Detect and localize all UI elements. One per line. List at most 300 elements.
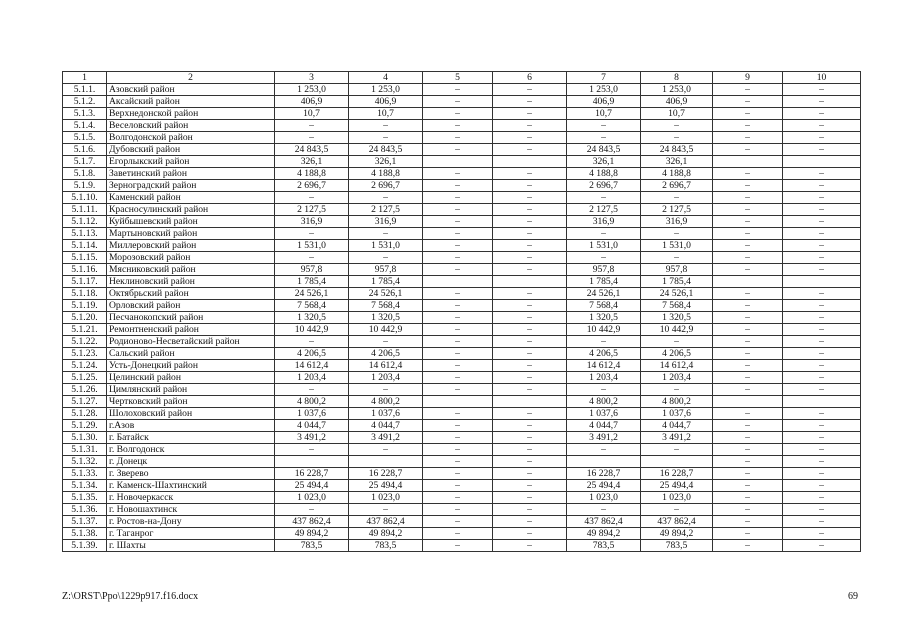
value-cell: 1 023,0 xyxy=(275,492,349,504)
column-header-10: 10 xyxy=(783,72,861,84)
value-cell: 1 785,4 xyxy=(349,276,423,288)
value-cell: 14 612,4 xyxy=(349,360,423,372)
value-cell: – xyxy=(567,120,641,132)
row-number-cell: 5.1.9. xyxy=(63,180,107,192)
value-cell: 1 531,0 xyxy=(275,240,349,252)
table-row xyxy=(63,408,861,420)
value-cell: – xyxy=(567,444,641,456)
value-cell: 10 442,9 xyxy=(349,324,423,336)
table-row xyxy=(63,492,861,504)
value-cell: 16 228,7 xyxy=(275,468,349,480)
row-number-cell: 5.1.31. xyxy=(63,444,107,456)
value-cell: – xyxy=(423,468,493,480)
value-cell: 1 203,4 xyxy=(641,372,713,384)
value-cell: – xyxy=(783,312,861,324)
row-name-cell: г. Новошахтинск xyxy=(107,504,275,516)
table-row xyxy=(63,288,861,300)
row-number-cell: 5.1.27. xyxy=(63,396,107,408)
value-cell: – xyxy=(493,360,567,372)
header-row xyxy=(63,72,861,84)
value-cell: – xyxy=(713,288,783,300)
table-row xyxy=(63,216,861,228)
value-cell: – xyxy=(713,228,783,240)
value-cell: – xyxy=(423,384,493,396)
column-header-9: 9 xyxy=(713,72,783,84)
footer-page-number: 69 xyxy=(848,591,858,602)
value-cell: 3 491,2 xyxy=(641,432,713,444)
value-cell: – xyxy=(713,96,783,108)
value-cell: – xyxy=(783,132,861,144)
value-cell: – xyxy=(349,252,423,264)
table-row xyxy=(63,156,861,168)
table-row xyxy=(63,240,861,252)
value-cell: – xyxy=(783,192,861,204)
value-cell: 2 127,5 xyxy=(275,204,349,216)
value-cell: 25 494,4 xyxy=(567,480,641,492)
value-cell: 7 568,4 xyxy=(349,300,423,312)
value-cell: 1 203,4 xyxy=(349,372,423,384)
column-header-8: 8 xyxy=(641,72,713,84)
row-name-cell: Веселовский район xyxy=(107,120,275,132)
row-number-cell: 5.1.14. xyxy=(63,240,107,252)
value-cell: – xyxy=(493,132,567,144)
value-cell: 10,7 xyxy=(567,108,641,120)
value-cell: – xyxy=(493,336,567,348)
value-cell: 24 526,1 xyxy=(641,288,713,300)
row-name-cell: Орловский район xyxy=(107,300,275,312)
row-name-cell: Морозовский район xyxy=(107,252,275,264)
value-cell: – xyxy=(713,516,783,528)
value-cell: 326,1 xyxy=(641,156,713,168)
value-cell: – xyxy=(567,192,641,204)
row-number-cell: 5.1.34. xyxy=(63,480,107,492)
value-cell: 25 494,4 xyxy=(275,480,349,492)
value-cell: 49 894,2 xyxy=(641,528,713,540)
row-number-cell: 5.1.37. xyxy=(63,516,107,528)
value-cell: – xyxy=(783,168,861,180)
value-cell: – xyxy=(423,540,493,552)
column-header-7: 7 xyxy=(567,72,641,84)
row-number-cell: 5.1.32. xyxy=(63,456,107,468)
value-cell: – xyxy=(783,504,861,516)
value-cell: 16 228,7 xyxy=(567,468,641,480)
value-cell: 437 862,4 xyxy=(275,516,349,528)
table-row xyxy=(63,420,861,432)
value-cell: 957,8 xyxy=(275,264,349,276)
table-row xyxy=(63,444,861,456)
value-cell: – xyxy=(493,492,567,504)
value-cell: – xyxy=(349,384,423,396)
value-cell xyxy=(713,396,783,408)
value-cell xyxy=(641,456,713,468)
value-cell: – xyxy=(783,492,861,504)
value-cell: – xyxy=(783,204,861,216)
value-cell: 1 320,5 xyxy=(567,312,641,324)
row-number-cell: 5.1.21. xyxy=(63,324,107,336)
value-cell xyxy=(275,456,349,468)
table-row xyxy=(63,132,861,144)
row-number-cell: 5.1.13. xyxy=(63,228,107,240)
row-name-cell: Шолоховский район xyxy=(107,408,275,420)
value-cell: – xyxy=(275,336,349,348)
value-cell: – xyxy=(783,288,861,300)
table-row xyxy=(63,504,861,516)
value-cell: – xyxy=(423,120,493,132)
value-cell: 437 862,4 xyxy=(349,516,423,528)
value-cell: 406,9 xyxy=(349,96,423,108)
value-cell xyxy=(567,456,641,468)
value-cell: 1 531,0 xyxy=(641,240,713,252)
row-name-cell: г. Ростов-на-Дону xyxy=(107,516,275,528)
table-row xyxy=(63,300,861,312)
value-cell: 326,1 xyxy=(567,156,641,168)
value-cell: 1 203,4 xyxy=(567,372,641,384)
value-cell: 1 785,4 xyxy=(641,276,713,288)
value-cell: – xyxy=(493,348,567,360)
row-name-cell: Усть-Донецкий район xyxy=(107,360,275,372)
table-row xyxy=(63,468,861,480)
value-cell: – xyxy=(493,408,567,420)
row-number-cell: 5.1.1. xyxy=(63,84,107,96)
row-name-cell: Заветинский район xyxy=(107,168,275,180)
value-cell: 316,9 xyxy=(349,216,423,228)
value-cell: 316,9 xyxy=(275,216,349,228)
value-cell: 10,7 xyxy=(641,108,713,120)
value-cell: 1 023,0 xyxy=(567,492,641,504)
value-cell: – xyxy=(713,192,783,204)
value-cell: 4 800,2 xyxy=(349,396,423,408)
value-cell: – xyxy=(423,456,493,468)
value-cell: 14 612,4 xyxy=(641,360,713,372)
value-cell: 25 494,4 xyxy=(641,480,713,492)
value-cell: – xyxy=(493,264,567,276)
value-cell: – xyxy=(349,132,423,144)
value-cell: 10,7 xyxy=(349,108,423,120)
table-row xyxy=(63,192,861,204)
value-cell: 1 320,5 xyxy=(641,312,713,324)
value-cell: – xyxy=(493,444,567,456)
table-row xyxy=(63,324,861,336)
value-cell: 49 894,2 xyxy=(349,528,423,540)
value-cell: – xyxy=(493,456,567,468)
table-row xyxy=(63,372,861,384)
value-cell: 1 531,0 xyxy=(349,240,423,252)
row-number-cell: 5.1.22. xyxy=(63,336,107,348)
value-cell: – xyxy=(349,336,423,348)
value-cell: – xyxy=(275,384,349,396)
value-cell: – xyxy=(423,336,493,348)
value-cell: – xyxy=(493,384,567,396)
table-body xyxy=(63,72,861,552)
value-cell: – xyxy=(713,264,783,276)
value-cell: – xyxy=(783,540,861,552)
row-number-cell: 5.1.36. xyxy=(63,504,107,516)
value-cell: 2 127,5 xyxy=(567,204,641,216)
column-header-3: 3 xyxy=(275,72,349,84)
value-cell: 1 037,6 xyxy=(641,408,713,420)
value-cell: – xyxy=(783,384,861,396)
value-cell: – xyxy=(493,96,567,108)
value-cell xyxy=(783,276,861,288)
value-cell: 1 531,0 xyxy=(567,240,641,252)
table-row xyxy=(63,84,861,96)
value-cell: 7 568,4 xyxy=(641,300,713,312)
row-name-cell: Верхнедонской район xyxy=(107,108,275,120)
value-cell: – xyxy=(493,312,567,324)
table-row xyxy=(63,228,861,240)
value-cell: – xyxy=(493,528,567,540)
value-cell: – xyxy=(493,288,567,300)
value-cell: 1 037,6 xyxy=(567,408,641,420)
value-cell: – xyxy=(783,468,861,480)
row-name-cell: Мясниковский район xyxy=(107,264,275,276)
value-cell: – xyxy=(713,204,783,216)
value-cell: 1 320,5 xyxy=(349,312,423,324)
value-cell: – xyxy=(783,348,861,360)
value-cell: 316,9 xyxy=(641,216,713,228)
value-cell: – xyxy=(423,360,493,372)
value-cell: 1 253,0 xyxy=(349,84,423,96)
row-number-cell: 5.1.4. xyxy=(63,120,107,132)
value-cell: – xyxy=(493,192,567,204)
table-row xyxy=(63,144,861,156)
value-cell: 4 188,8 xyxy=(641,168,713,180)
value-cell: 2 127,5 xyxy=(349,204,423,216)
row-name-cell: г. Донецк xyxy=(107,456,275,468)
row-name-cell: Чертковский район xyxy=(107,396,275,408)
value-cell: – xyxy=(493,300,567,312)
table-row xyxy=(63,480,861,492)
value-cell: 783,5 xyxy=(567,540,641,552)
row-number-cell: 5.1.29. xyxy=(63,420,107,432)
value-cell: – xyxy=(713,492,783,504)
value-cell: 2 127,5 xyxy=(641,204,713,216)
value-cell: – xyxy=(713,324,783,336)
value-cell: – xyxy=(493,108,567,120)
value-cell: – xyxy=(713,348,783,360)
value-cell xyxy=(713,156,783,168)
value-cell: 1 320,5 xyxy=(275,312,349,324)
value-cell: – xyxy=(783,408,861,420)
value-cell: 1 253,0 xyxy=(275,84,349,96)
value-cell: 10 442,9 xyxy=(567,324,641,336)
data-table xyxy=(62,71,861,552)
row-name-cell: г. Таганрог xyxy=(107,528,275,540)
row-number-cell: 5.1.10. xyxy=(63,192,107,204)
row-number-cell: 5.1.23. xyxy=(63,348,107,360)
value-cell: – xyxy=(275,504,349,516)
value-cell: – xyxy=(713,300,783,312)
row-number-cell: 5.1.2. xyxy=(63,96,107,108)
value-cell: 24 843,5 xyxy=(275,144,349,156)
row-number-cell: 5.1.39. xyxy=(63,540,107,552)
value-cell: – xyxy=(567,384,641,396)
value-cell: 437 862,4 xyxy=(567,516,641,528)
value-cell: – xyxy=(783,216,861,228)
value-cell: – xyxy=(641,132,713,144)
value-cell: – xyxy=(275,120,349,132)
value-cell: – xyxy=(423,288,493,300)
value-cell: 4 800,2 xyxy=(275,396,349,408)
column-header-5: 5 xyxy=(423,72,493,84)
value-cell: – xyxy=(641,384,713,396)
value-cell: 437 862,4 xyxy=(641,516,713,528)
value-cell: – xyxy=(423,432,493,444)
value-cell: – xyxy=(713,444,783,456)
value-cell: – xyxy=(713,180,783,192)
value-cell: 16 228,7 xyxy=(349,468,423,480)
value-cell: 4 044,7 xyxy=(349,420,423,432)
row-number-cell: 5.1.28. xyxy=(63,408,107,420)
value-cell: 4 800,2 xyxy=(641,396,713,408)
table-row xyxy=(63,264,861,276)
value-cell: – xyxy=(423,264,493,276)
value-cell: – xyxy=(493,420,567,432)
row-number-cell: 5.1.38. xyxy=(63,528,107,540)
value-cell: – xyxy=(713,372,783,384)
column-header-2: 2 xyxy=(107,72,275,84)
value-cell: – xyxy=(493,240,567,252)
value-cell: – xyxy=(493,480,567,492)
value-cell: 24 526,1 xyxy=(567,288,641,300)
row-number-cell: 5.1.5. xyxy=(63,132,107,144)
table-row xyxy=(63,204,861,216)
row-number-cell: 5.1.33. xyxy=(63,468,107,480)
value-cell: – xyxy=(567,504,641,516)
value-cell: – xyxy=(423,252,493,264)
value-cell: – xyxy=(423,444,493,456)
value-cell: 4 188,8 xyxy=(567,168,641,180)
value-cell: 957,8 xyxy=(349,264,423,276)
value-cell xyxy=(423,396,493,408)
value-cell: – xyxy=(713,480,783,492)
row-name-cell: г.Азов xyxy=(107,420,275,432)
row-name-cell: г. Новочеркасск xyxy=(107,492,275,504)
table-row xyxy=(63,180,861,192)
value-cell: – xyxy=(713,420,783,432)
value-cell: – xyxy=(783,372,861,384)
row-name-cell: Целинский район xyxy=(107,372,275,384)
column-header-1: 1 xyxy=(63,72,107,84)
footer-file-path: Z:\ORST\Ppo\1229p917.f16.docx xyxy=(62,591,199,602)
value-cell: 24 843,5 xyxy=(641,144,713,156)
row-number-cell: 5.1.15. xyxy=(63,252,107,264)
table-row xyxy=(63,432,861,444)
value-cell: 14 612,4 xyxy=(567,360,641,372)
row-number-cell: 5.1.35. xyxy=(63,492,107,504)
value-cell: 4 206,5 xyxy=(641,348,713,360)
value-cell: – xyxy=(713,384,783,396)
value-cell: – xyxy=(423,504,493,516)
value-cell: – xyxy=(783,240,861,252)
value-cell: – xyxy=(713,360,783,372)
value-cell: 4 044,7 xyxy=(275,420,349,432)
row-name-cell: Мартыновский район xyxy=(107,228,275,240)
value-cell: – xyxy=(493,144,567,156)
table-row xyxy=(63,540,861,552)
value-cell: – xyxy=(713,504,783,516)
table-row xyxy=(63,252,861,264)
table-row xyxy=(63,336,861,348)
value-cell: – xyxy=(423,420,493,432)
value-cell: 3 491,2 xyxy=(275,432,349,444)
value-cell: 316,9 xyxy=(567,216,641,228)
table-row xyxy=(63,120,861,132)
value-cell: – xyxy=(423,144,493,156)
table-row xyxy=(63,396,861,408)
value-cell: 1 785,4 xyxy=(275,276,349,288)
value-cell xyxy=(493,156,567,168)
value-cell: – xyxy=(275,444,349,456)
value-cell: – xyxy=(423,408,493,420)
value-cell: 14 612,4 xyxy=(275,360,349,372)
value-cell: – xyxy=(275,192,349,204)
value-cell: – xyxy=(493,120,567,132)
row-name-cell: Октябрьский район xyxy=(107,288,275,300)
value-cell: 24 526,1 xyxy=(349,288,423,300)
value-cell: – xyxy=(349,504,423,516)
value-cell: – xyxy=(423,228,493,240)
value-cell: 1 037,6 xyxy=(275,408,349,420)
row-number-cell: 5.1.24. xyxy=(63,360,107,372)
value-cell: – xyxy=(567,132,641,144)
value-cell: 24 526,1 xyxy=(275,288,349,300)
row-name-cell: Цимлянский район xyxy=(107,384,275,396)
value-cell: 7 568,4 xyxy=(275,300,349,312)
value-cell xyxy=(423,156,493,168)
value-cell: – xyxy=(713,456,783,468)
value-cell: – xyxy=(713,168,783,180)
value-cell: – xyxy=(423,312,493,324)
row-name-cell: Дубовский район xyxy=(107,144,275,156)
row-name-cell: Миллеровский район xyxy=(107,240,275,252)
value-cell: 2 696,7 xyxy=(349,180,423,192)
value-cell: 4 206,5 xyxy=(567,348,641,360)
row-number-cell: 5.1.25. xyxy=(63,372,107,384)
table-row xyxy=(63,168,861,180)
value-cell: 2 696,7 xyxy=(641,180,713,192)
value-cell: – xyxy=(423,528,493,540)
value-cell: 4 044,7 xyxy=(641,420,713,432)
value-cell: – xyxy=(423,180,493,192)
row-name-cell: г. Батайск xyxy=(107,432,275,444)
table-row xyxy=(63,384,861,396)
row-name-cell: г. Зверево xyxy=(107,468,275,480)
value-cell: – xyxy=(493,540,567,552)
value-cell: – xyxy=(713,84,783,96)
value-cell: 10 442,9 xyxy=(275,324,349,336)
column-header-6: 6 xyxy=(493,72,567,84)
value-cell: – xyxy=(783,264,861,276)
value-cell: – xyxy=(423,84,493,96)
value-cell: 10,7 xyxy=(275,108,349,120)
value-cell: – xyxy=(275,252,349,264)
value-cell: – xyxy=(641,444,713,456)
value-cell: – xyxy=(713,120,783,132)
value-cell: – xyxy=(423,192,493,204)
value-cell: – xyxy=(713,144,783,156)
row-name-cell: г. Волгодонск xyxy=(107,444,275,456)
value-cell: 49 894,2 xyxy=(275,528,349,540)
row-name-cell: Красносулинский район xyxy=(107,204,275,216)
row-name-cell: Егорлыкский район xyxy=(107,156,275,168)
value-cell: – xyxy=(783,180,861,192)
row-number-cell: 5.1.3. xyxy=(63,108,107,120)
value-cell: 406,9 xyxy=(567,96,641,108)
value-cell: 1 253,0 xyxy=(641,84,713,96)
value-cell: – xyxy=(423,216,493,228)
value-cell: 1 023,0 xyxy=(349,492,423,504)
